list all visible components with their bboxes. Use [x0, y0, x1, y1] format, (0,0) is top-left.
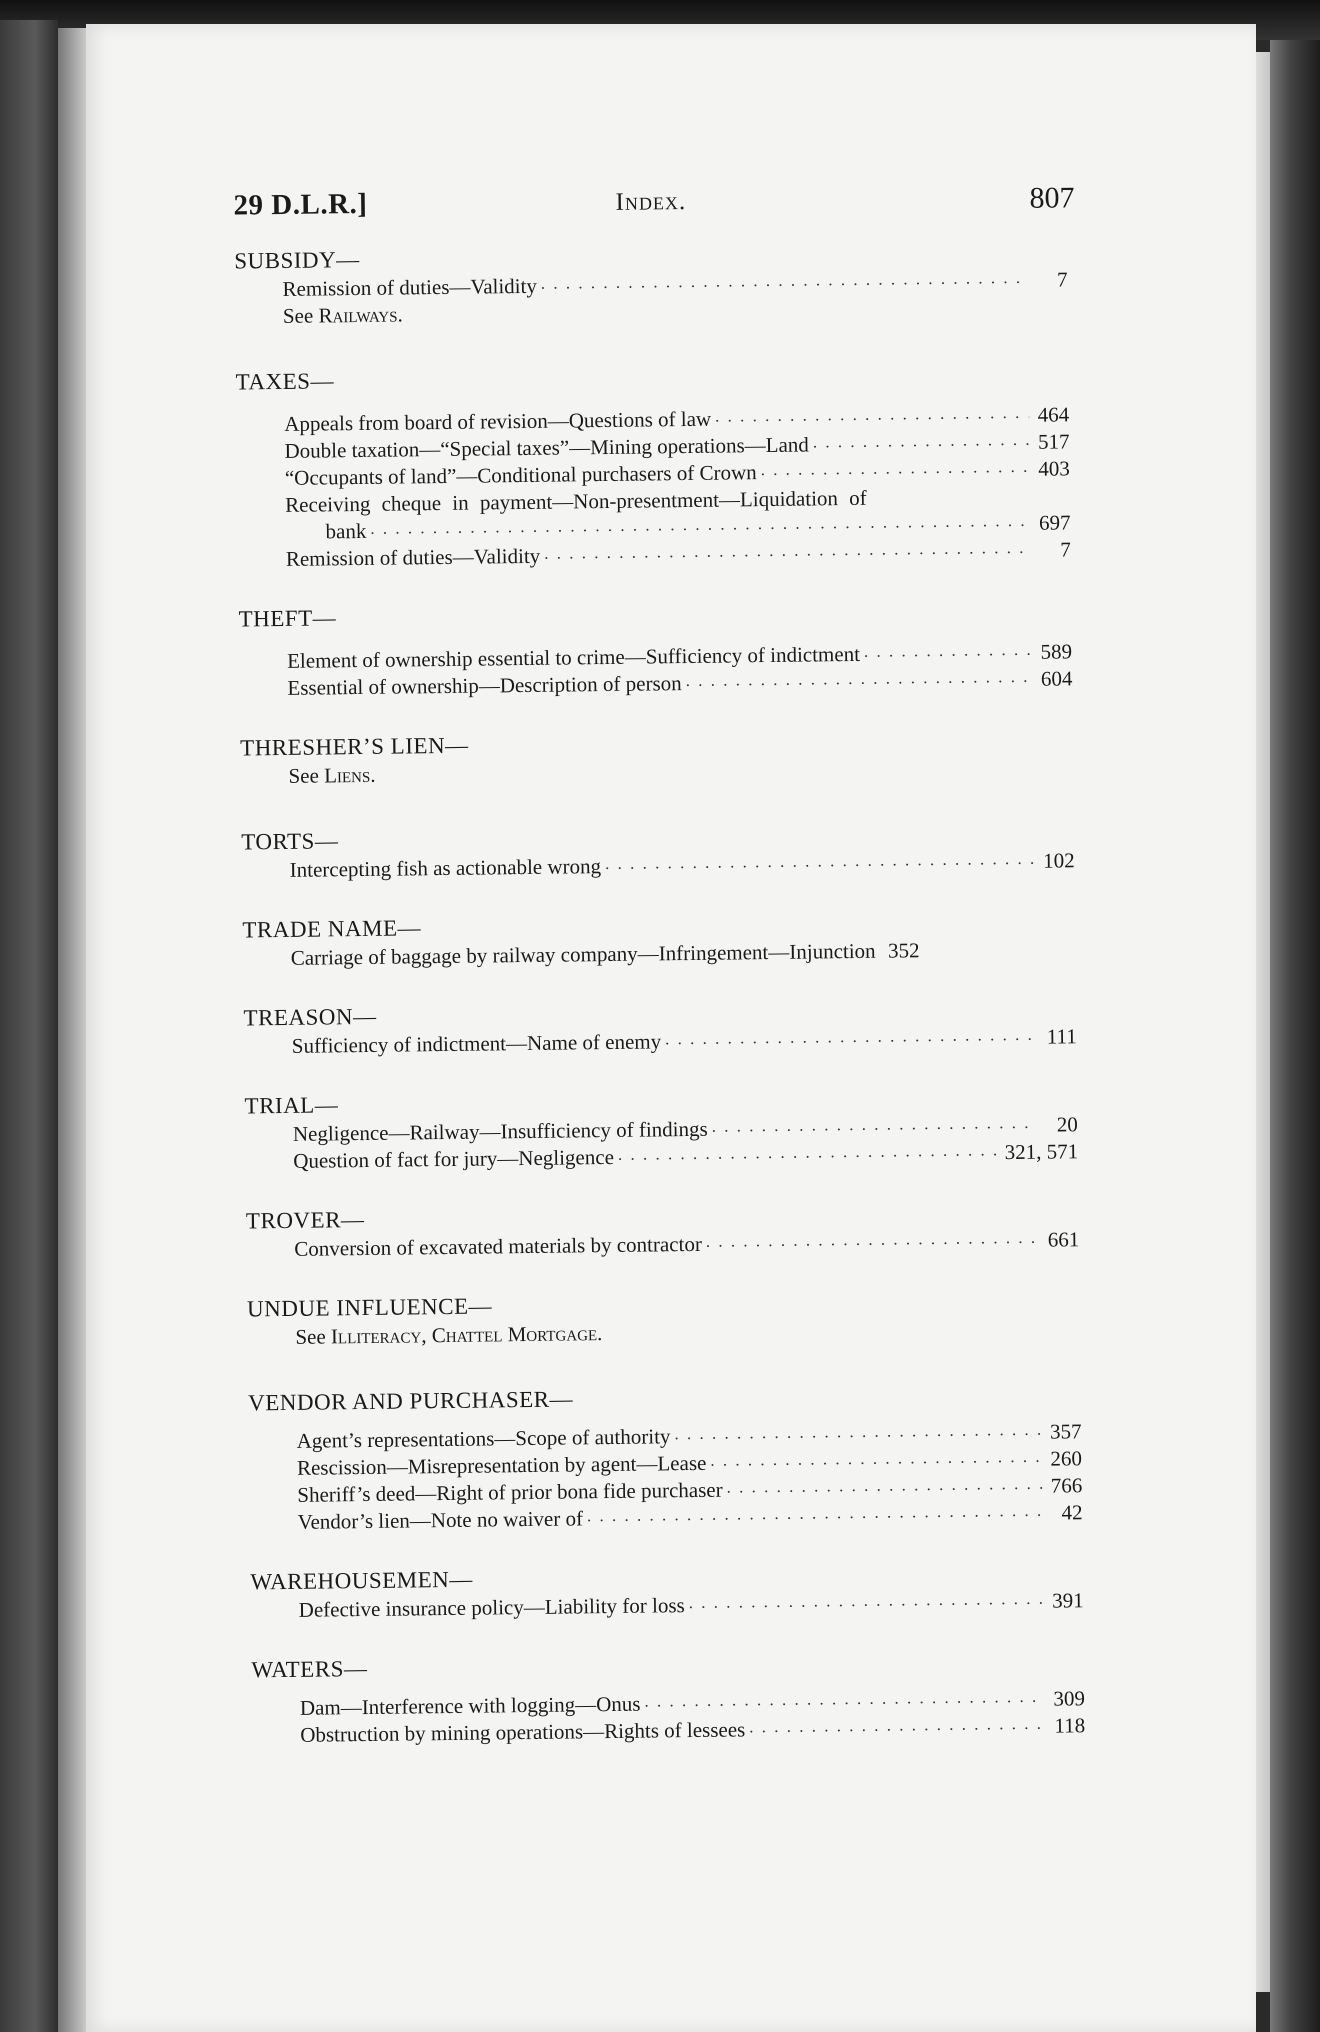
entry-text: Remission of duties—Validity: [282, 273, 538, 301]
see-prefix: See: [288, 763, 320, 788]
section-heading: VENDOR AND PURCHASER—: [248, 1386, 574, 1416]
section-heading: TRIAL—: [244, 1092, 339, 1119]
dot-leader: [813, 426, 1030, 456]
index-section-vendor-and-purchaser: [210, 1377, 1112, 1537]
see-target: Railways.: [318, 302, 403, 328]
entry-text: Dam—Interference with logging—Onus: [299, 1691, 641, 1720]
running-title: Index.: [615, 188, 687, 216]
index-section-trade-name: [204, 904, 1105, 973]
section-heading: SUBSIDY—: [234, 246, 360, 274]
entry-text: Double taxation—“Special taxes”—Mining operations—Land: [284, 432, 809, 463]
entry-text: Intercepting fish as actionable wrong: [289, 854, 602, 882]
see-target: Illiteracy, Chattel Mortgage.: [330, 1321, 603, 1349]
entry-text: Defective insurance policy—Liability for loss: [298, 1593, 685, 1622]
index-section-trial: [206, 1080, 1107, 1176]
dot-leader: [710, 1443, 1042, 1474]
left-page-binding: [0, 20, 58, 2032]
entry-page: 7: [1060, 537, 1071, 562]
volume-reference: 29 D.L.R.]: [233, 187, 368, 222]
index-page-content: [195, 149, 1114, 1750]
entry-page: 464: [1037, 402, 1070, 427]
index-section-waters: [213, 1644, 1114, 1750]
entry-text: Rescission—Misrepresentation by agent—Lease: [296, 1450, 707, 1480]
section-heading: WATERS—: [251, 1656, 368, 1683]
section-heading: TRADE NAME—: [242, 915, 422, 943]
entry-page: 589: [1040, 639, 1073, 664]
dot-leader: [544, 534, 1031, 567]
dot-leader: [864, 636, 1032, 665]
entry-text: Appeals from board of revision—Questions of law: [284, 406, 712, 436]
entry-text: bank: [325, 518, 367, 544]
entry-page: 357: [1049, 1419, 1082, 1444]
dot-leader: [715, 399, 1029, 430]
dot-leader: [685, 663, 1032, 694]
entry-page: 403: [1038, 456, 1070, 481]
section-heading: TROVER—: [245, 1207, 365, 1234]
index-section-warehousemen: [212, 1556, 1113, 1625]
right-cover-edge: [1270, 40, 1320, 2032]
section-heading: TAXES—: [235, 368, 335, 395]
entry-page: 391: [1052, 1588, 1084, 1613]
section-heading: THRESHER’S LIEN—: [240, 732, 469, 761]
dot-leader: [749, 1710, 1045, 1741]
entry-page: 766: [1050, 1473, 1083, 1498]
dot-leader: [689, 1585, 1044, 1616]
dot-leader: [541, 264, 1028, 297]
index-section-taxes: [198, 356, 1100, 574]
entry-text: Sufficiency of indictment—Name of enemy: [291, 1029, 662, 1058]
entry-page: 102: [1042, 848, 1075, 873]
dot-leader: [706, 1224, 1040, 1255]
entry-text: Remission of duties—Validity: [285, 543, 541, 571]
section-heading: THEFT—: [238, 605, 337, 632]
entry-text: Element of ownership essential to crime—Sufficiency of indictment: [286, 641, 861, 673]
index-section-subsidy: [196, 235, 1097, 331]
dot-leader: [587, 1497, 1043, 1530]
entry-text: Carriage of baggage by railway company—Infringement—Injunction: [290, 938, 876, 970]
section-heading: TORTS—: [241, 828, 339, 855]
dot-leader: [665, 1021, 1037, 1053]
dot-leader: [618, 1136, 1001, 1168]
index-section-theft: [200, 593, 1101, 703]
entry-text: Sheriff’s deed—Right of prior bona fide purchaser: [297, 1477, 723, 1507]
entry-page: 7: [1056, 267, 1068, 292]
section-heading: TREASON—: [243, 1003, 377, 1031]
entry-page: 517: [1037, 429, 1070, 454]
entry-page: 42: [1061, 1500, 1083, 1525]
page-number: 807: [1029, 181, 1075, 215]
entry-page: 20: [1056, 1112, 1078, 1137]
entry-page: 604: [1040, 666, 1073, 691]
section-heading: WAREHOUSEMEN—: [250, 1566, 473, 1595]
entry-text: Obstruction by mining operations—Rights of lessees: [300, 1717, 746, 1747]
entry-text: Conversion of excavated materials by contractor: [294, 1231, 703, 1261]
see-prefix: See: [295, 1324, 326, 1349]
entry-page: 697: [1038, 510, 1071, 535]
see-target: Liens.: [323, 762, 376, 788]
entry-text: Agent’s representations—Scope of authority: [296, 1424, 671, 1453]
index-section-threshers-lien: [202, 722, 1103, 791]
running-header: [195, 149, 1096, 240]
entry-page: 111: [1046, 1024, 1077, 1049]
dot-leader: [760, 453, 1030, 483]
dot-leader: [712, 1109, 1038, 1140]
entry-page: 352: [887, 938, 920, 963]
entry-page: 260: [1050, 1446, 1083, 1471]
entry-page: 321, 571: [1004, 1139, 1079, 1165]
entry-text: Vendor’s lien—Note no waiver of: [297, 1506, 584, 1534]
left-page-edge: [58, 28, 88, 2032]
entry-text: Receiving cheque in payment—Non-presentment—Liquidation of: [285, 485, 867, 517]
section-heading: UNDUE INFLUENCE—: [246, 1293, 493, 1322]
entry-text: Question of fact for jury—Negligence: [293, 1144, 615, 1173]
dot-leader: [726, 1470, 1042, 1501]
entry-page: 118: [1054, 1713, 1086, 1738]
index-section-undue-influence: [209, 1283, 1110, 1352]
entry-page: 661: [1047, 1227, 1080, 1252]
see-prefix: See: [282, 303, 314, 328]
dot-leader: [605, 845, 1035, 877]
entry-text: “Occupants of land”—Conditional purchasers of Crown: [284, 460, 757, 490]
entry-text: Essential of ownership—Description of person: [287, 671, 682, 700]
entry-text: Negligence—Railway—Insufficiency of findings: [292, 1116, 708, 1146]
entry-page: 309: [1053, 1686, 1086, 1711]
